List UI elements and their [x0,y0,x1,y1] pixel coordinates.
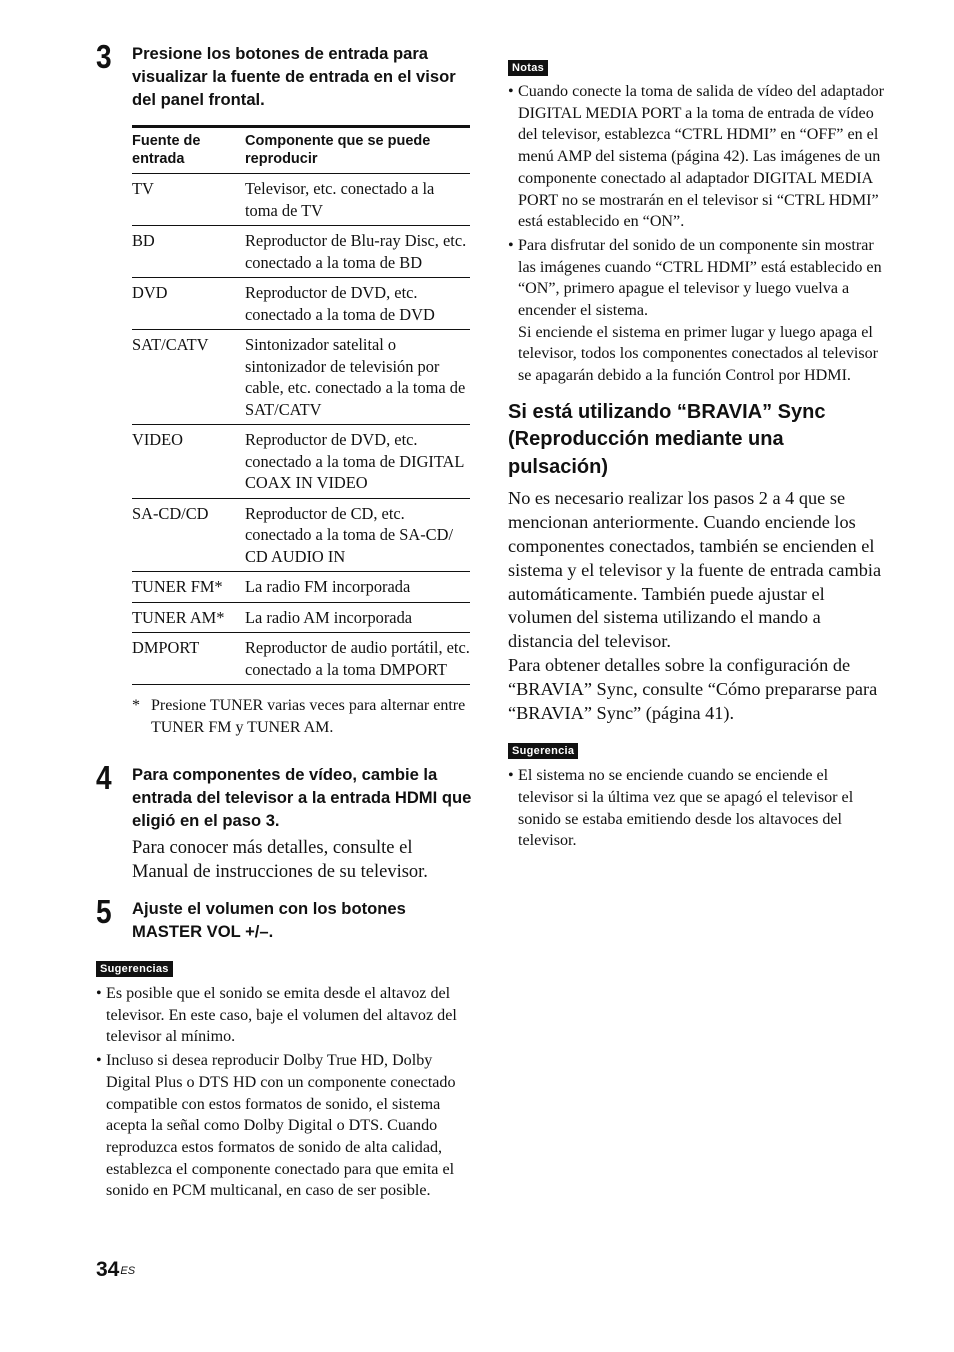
table-cell-component: Reproductor de audio portátil, etc. conectado a la toma DMPORT [245,633,470,685]
tip-list [508,765,886,852]
bullet-icon: • [96,1052,102,1070]
table-row [132,330,470,425]
tips-list [96,983,472,1202]
list-item [508,235,886,387]
column-header-component: Componente que se puede reproducir [245,127,470,174]
table-row [132,602,470,633]
notes-section [508,58,886,387]
step-number: 3 [96,38,111,75]
list-item [96,1050,472,1202]
bullet-icon: • [508,83,514,100]
step-title: Para componentes de vídeo, cambie la entrada del televisor a la entrada HDMI que eligió en el paso 3. [132,765,472,830]
section-heading: Si está utilizando “BRAVIA” Sync (Reproducción mediante una pulsación) [508,400,826,478]
list-item-text: Incluso si desea reproducir Dolby True HD, Dolby Digital Plus o DTS HD con un componente conectado compatible con estos formatos de sonido, el sistema acepta la señal como Dolby Digital o DTS. Cuando reproduzca estos formatos de sonido de alta calidad, establezca el componente conectado para que emita el sonido en PCM multicanal, en caso de ser posible. [106,1052,456,1200]
section-paragraph: Para obtener detalles sobre la configuración de “BRAVIA” Sync, consulte “Cómo prepararse para “BRAVIA” Sync” (página 41). [508,654,878,723]
right-column [508,58,886,854]
list-item-text: Para disfrutar del sonido de un componente sin mostrar las imágenes cuando “CTRL HDMI” está establecido en “ON”, primero apague el televisor y luego vuelva a encender el sistema. [518,236,882,320]
step-3 [96,38,472,111]
list-item-text: Es posible que el sonido se emita desde el altavoz del televisor. En este caso, baje el volumen del altavoz del televisor al mínimo. [106,985,457,1046]
page-language-suffix: ES [120,1265,136,1277]
bullet-icon: • [508,767,514,785]
table-cell-component: Reproductor de CD, etc. conectado a la toma de SA-CD/ CD AUDIO IN [245,498,470,572]
table-cell-component: La radio FM incorporada [245,572,470,603]
list-item-text: El sistema no se enciende cuando se enciende el televisor si la última vez que se apagó el televisor el sonido se estaba emitiendo desde los altavoces del televisor. [518,767,854,850]
list-item-text: Cuando conecte la toma de salida de vídeo del adaptador DIGITAL MEDIA PORT a la toma de entrada de vídeo del televisor, establezca “CTRL HDMI” en “OFF” en el menú AMP del sistema (página 42). Las imágenes de un componente conectado al adaptador DIGITAL MEDIA PORT no se mostrarán en el televisor si “CTRL HDMI” está establecido en “ON”. [518,83,884,231]
bullet-icon: • [96,985,102,1002]
list-item [508,81,886,233]
table-cell-source: TV [132,174,245,226]
table-cell-source: DMPORT [132,633,245,685]
table-row [132,278,470,330]
table-cell-component: Sintonizador satelital o sintonizador de televisión por cable, etc. conectado a la toma de SAT/CATV [245,330,470,425]
table-row [132,174,470,226]
page-number-value: 34 [96,1258,120,1281]
table-cell-component: Televisor, etc. conectado a la toma de TV [245,174,470,226]
tips-label: Sugerencias [96,961,173,977]
table-cell-source: TUNER FM* [132,572,245,603]
table-row [132,226,470,278]
table-cell-component: La radio AM incorporada [245,602,470,633]
footnote-text: Presione TUNER varias veces para alternar entre TUNER FM y TUNER AM. [151,697,466,736]
step-body: Para conocer más detalles, consulte el Manual de instrucciones de su televisor. [132,838,428,882]
footnote-mark: * [132,697,140,714]
page-number [96,1258,135,1282]
table-row [132,633,470,685]
step-number: 5 [96,893,111,930]
left-column [96,38,472,1204]
step-title: Ajuste el volumen con los botones MASTER VOL +/–. [132,899,406,941]
table-cell-source: VIDEO [132,425,245,499]
list-item [508,765,886,852]
tips-section [96,959,472,1202]
table-cell-component: Reproductor de DVD, etc. conectado a la toma de DVD [245,278,470,330]
section-paragraph: No es necesario realizar los pasos 2 a 4 que se mencionan anteriormente. Cuando enciende los componentes conectados, también se encienden el sistema y el televisor y la fuente de entrada cambia automáticamente. También puede ajustar el volumen del sistema utilizando el mando a distancia del televisor. [508,488,882,652]
table-row [132,425,470,499]
tip-label: Sugerencia [508,743,578,759]
notes-label: Notas [508,60,548,76]
step-number: 4 [96,759,111,796]
list-item [96,983,472,1048]
table-cell-source: DVD [132,278,245,330]
table-cell-source: SAT/CATV [132,330,245,425]
step-5 [96,893,472,943]
table-cell-source: TUNER AM* [132,602,245,633]
step-title: Presione los botones de entrada para visualizar la fuente de entrada en el visor del panel frontal. [132,44,456,109]
table-cell-source: BD [132,226,245,278]
table-footnote [132,695,472,739]
list-item-extra-text: Si enciende el sistema en primer lugar y luego apaga el televisor, todos los componentes conectados al televisor se apagarán debido a la función Control por HDMI. [518,323,879,385]
table-cell-component: Reproductor de Blu-ray Disc, etc. conectado a la toma de BD [245,226,470,278]
notes-list [508,81,886,387]
table-header-row [132,127,470,174]
table-row [132,498,470,572]
tip-section [508,741,886,852]
step-4 [96,759,472,884]
bullet-icon: • [508,236,514,254]
bravia-sync-section [508,399,886,725]
table-cell-component: Reproductor de DVD, etc. conectado a la toma de DIGITAL COAX IN VIDEO [245,425,470,499]
input-source-table [132,125,470,685]
table-row [132,572,470,603]
table-cell-source: SA-CD/CD [132,498,245,572]
column-header-source: Fuente de entrada [132,127,245,174]
